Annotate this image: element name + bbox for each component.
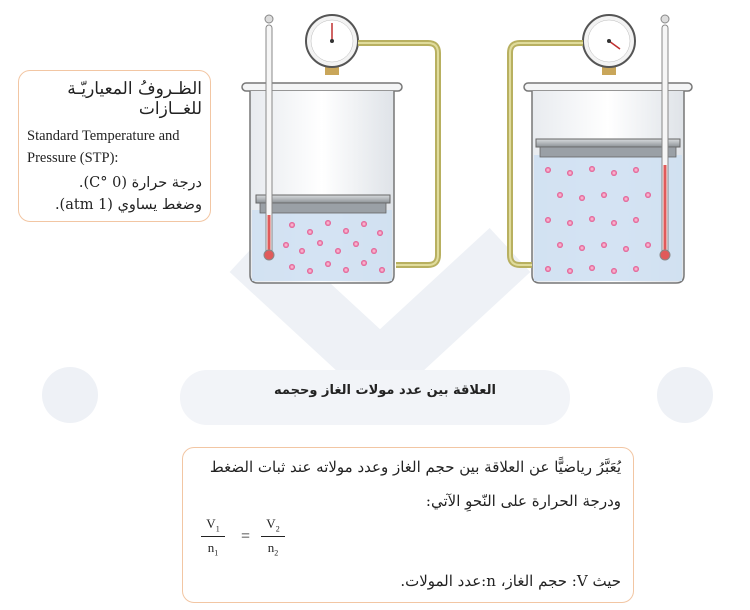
symbol-v1: V	[206, 516, 216, 531]
symbol-n2: n	[267, 539, 275, 555]
relation-intro-line2: ودرجة الحرارة على النّحوِ الآتي:	[425, 492, 621, 510]
relation-intro-line1: يُعَبَّرُ رياضيًّا عن العلاقة بين حجم الغاز وعدد مولاته عند ثبات الضغط	[209, 458, 621, 476]
stp-english-line1: Standard Temperature and	[27, 128, 180, 144]
variable-legend: حيث V: حجم الغاز، n:عدد المولات.	[400, 572, 621, 590]
figure-caption: العلاقة بين عدد مولات الغاز وحجمه	[274, 383, 496, 398]
left-cylinder	[242, 15, 438, 283]
equals-sign: =	[241, 528, 251, 545]
symbol-n1: n	[207, 539, 215, 555]
subscript-2b: 2	[274, 548, 279, 558]
stp-pressure: وضغط يساوي (1 atm).	[54, 197, 202, 213]
volume-mole-formula	[201, 516, 291, 566]
stp-temperature: درجة حرارة (0 °C).	[78, 175, 202, 191]
symbol-v2: V	[266, 516, 276, 531]
stp-english-line2: Pressure (STP):	[27, 150, 119, 166]
relation-box	[182, 447, 634, 603]
subscript-2: 2	[275, 524, 280, 534]
subscript-1: 1	[215, 524, 220, 534]
stp-info-box	[18, 70, 211, 222]
right-cylinder	[510, 15, 692, 283]
stp-english-term	[27, 125, 202, 169]
gas-cylinders-diagram	[230, 5, 710, 295]
stp-title: الظـروفُ المعياريّـة للغــازات	[67, 79, 202, 119]
subscript-1b: 1	[214, 548, 219, 558]
fraction-right	[261, 516, 285, 557]
fraction-left	[201, 516, 225, 557]
